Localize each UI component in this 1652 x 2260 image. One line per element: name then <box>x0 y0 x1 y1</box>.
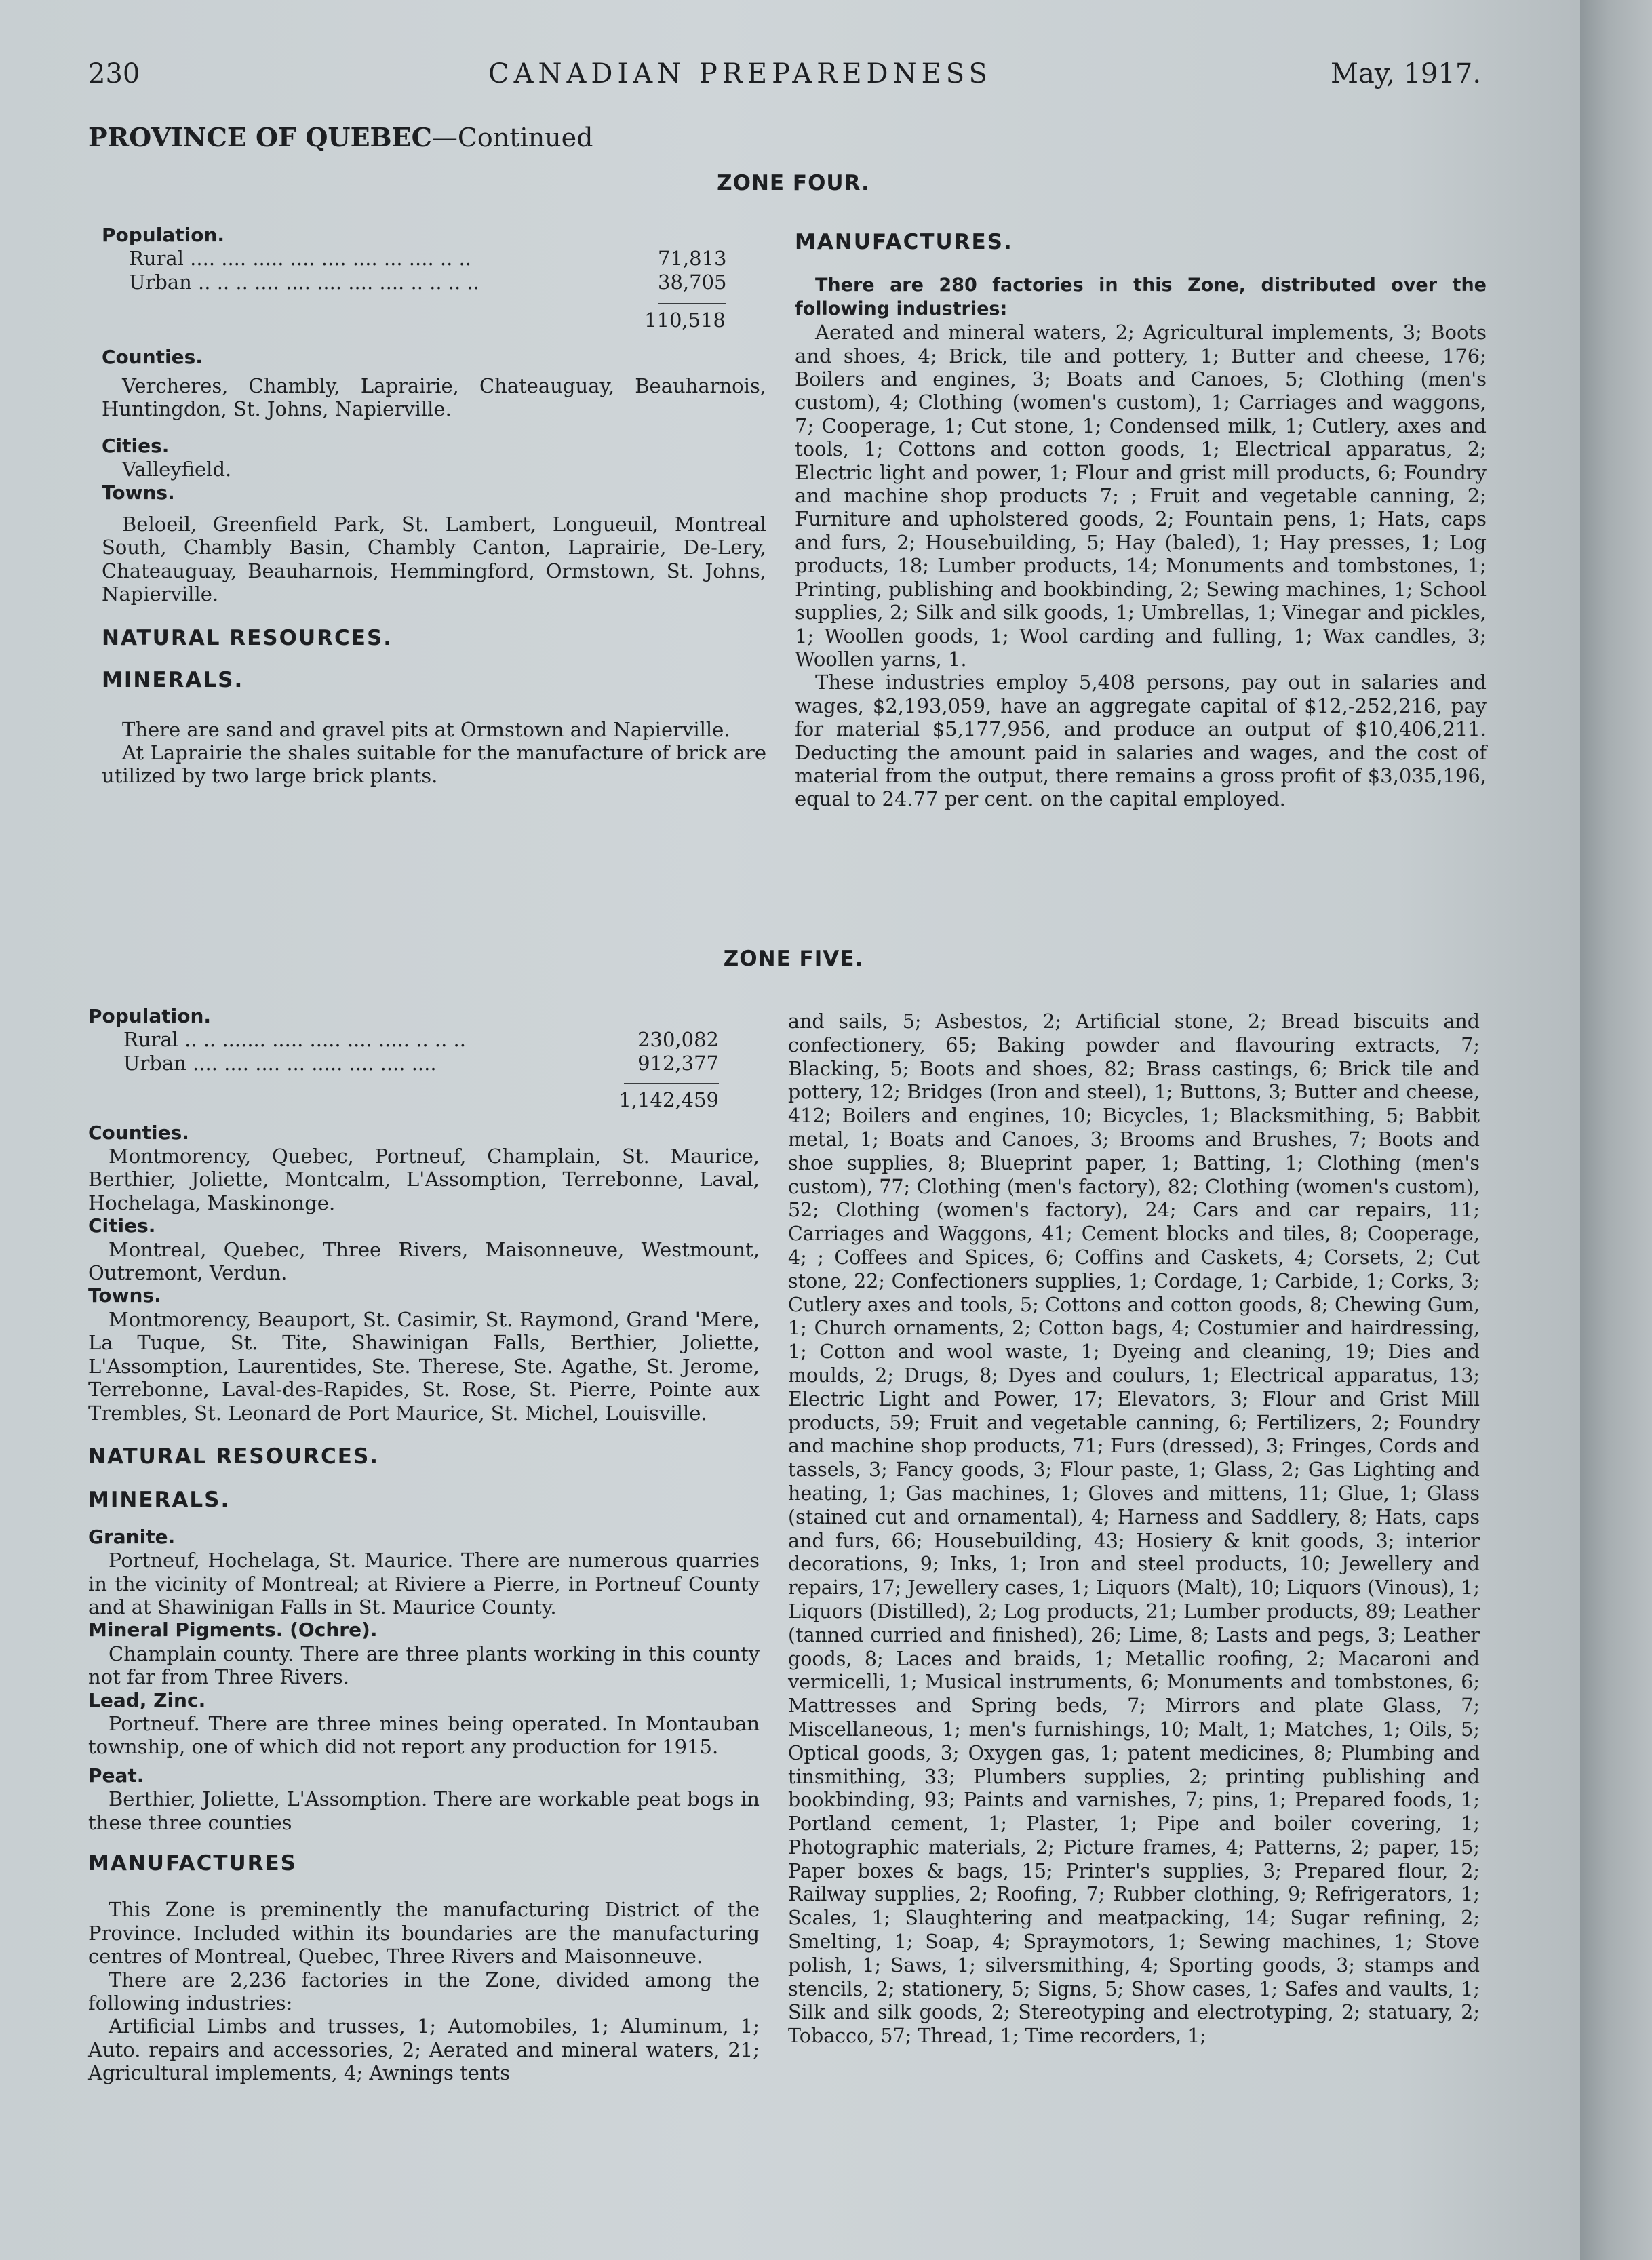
z5-granite-text: Portneuf, Hochelaga, St. Maurice. There are numerous quarries in the vicinity of Montreal; at Riviere a Pierre, in Portneuf County and at Shawinigan Falls in St. Maurice County. <box>88 1549 760 1619</box>
z5-pigments-text: Champlain county. There are three plants working in this county not far from Three Rivers. <box>88 1642 760 1689</box>
z5-manufactures-list-start: Artificial Limbs and trusses, 1; Automobiles, 1; Aluminum, 1; Auto. repairs and accessories, 2; Aerated and mineral waters, 21; Agricultural implements, 4; Awnings tents <box>88 2015 760 2085</box>
z5-urban-row <box>123 1052 719 1075</box>
z4-counties-heading: Counties. <box>102 345 203 368</box>
z4-population-total: 110,518 <box>644 309 726 332</box>
z5-leadzinc-text: Portneuf. There are three mines being operated. In Montauban township, one of which did not report any production for 1915. <box>88 1711 760 1759</box>
z5-population-heading: Population. <box>88 1005 212 1027</box>
z5-counties-heading: Counties. <box>88 1121 189 1144</box>
z4-rural-value: 71,813 <box>658 247 727 271</box>
z5-peat-heading: Peat. <box>88 1764 144 1787</box>
z4-urban-label: Urban .. .. .. .... .... .... .... .... .. .. .. .. <box>129 270 479 294</box>
zone-four-left-column <box>102 224 766 788</box>
z4-population-table <box>129 247 726 332</box>
province-heading <box>88 122 593 153</box>
z4-manufactures-heading: MANUFACTURES. <box>795 230 1013 254</box>
z5-towns-heading: Towns. <box>88 1284 161 1307</box>
zone-five-title: ZONE FIVE. <box>723 947 864 971</box>
z5-manufactures-p1: This Zone is preminently the manufacturing District of the Province. Included within its boundaries are the manufacturing centres of Montreal, Quebec, Three Rivers and Maisonneuve. <box>88 1898 760 1968</box>
zone-four-title: ZONE FOUR. <box>717 171 870 195</box>
z4-manufactures-summary: These industries employ 5,408 persons, pay out in salaries and wages, $2,193,059, have an aggregate capital of $12,-252,216, pay for material $5,177,956, and produce an output of $10,406,211. Deducting the amount paid in salaries and wages, and the cost of material from the output, there remains a gross profit of $3,035,196, equal to 24.77 per cent. on the capital employed. <box>795 671 1487 811</box>
province-continued: —Continued <box>431 123 593 153</box>
z5-manufactures-p2: There are 2,236 factories in the Zone, divided among the following industries: <box>88 1968 760 2015</box>
z4-cities-text: Valleyfield. <box>122 458 232 481</box>
z4-population-heading: Population. <box>102 224 225 246</box>
z4-rural-label: Rural .... .... ..... .... .... .... ... .... .. .. <box>129 247 471 271</box>
z5-counties-text: Montmorency, Quebec, Portneuf, Champlain, St. Maurice, Berthier, Joliette, Montcalm, L'Assomption, Terrebonne, Laval, Hochelaga, Maskinonge. <box>88 1145 760 1214</box>
z4-towns-text: Beloeil, Greenfield Park, St. Lambert, Longueuil, Montreal South, Chambly Basin, Chambly Canton, Laprairie, De-Lery, Chateauguay, Beauharnois, Hemmingford, Ormstown, St. Johns, Napierville. <box>102 513 766 606</box>
z5-manufactures-heading: MANUFACTURES <box>88 1851 298 1876</box>
z4-counties-text: Vercheres, Chambly, Laprairie, Chateauguay, Beauharnois, Huntingdon, St. Johns, Napierville. <box>102 374 766 421</box>
z5-towns-text: Montmorency, Beauport, St. Casimir, St. Raymond, Grand 'Mere, La Tuque, St. Tite, Shawinigan Falls, Berthier, Joliette, L'Assomption, Laurentides, Ste. Therese, Ste. Agathe, St. Jerome, Terrebonne, Laval-des-Rapides, St. Rose, St. Pierre, Pointe aux Trembles, St. Leonard de Port Maurice, St. Michel, Louisville. <box>88 1307 760 1425</box>
z4-cities-heading: Cities. <box>102 434 170 457</box>
z4-minerals-p2: At Laprairie the shales suitable for the manufacture of brick are utilized by two large brick plants. <box>102 740 766 788</box>
z4-manufactures-intro: There are 280 factories in this Zone, distributed over the following industries: <box>795 275 1487 319</box>
page-number: 230 <box>88 58 140 90</box>
z4-rural-row <box>129 247 726 270</box>
z5-population-table <box>123 1028 719 1111</box>
z4-natural-resources-heading: NATURAL RESOURCES. <box>102 625 393 650</box>
z5-population-total: 1,142,459 <box>618 1088 719 1112</box>
z4-minerals-p1: There are sand and gravel pits at Ormstown and Napierville. <box>122 717 730 741</box>
z5-natural-resources-heading: NATURAL RESOURCES. <box>88 1444 380 1469</box>
z5-pigments-heading: Mineral Pigments. (Ochre). <box>88 1619 378 1642</box>
running-title: CANADIAN PREPAREDNESS <box>488 58 992 90</box>
z5-rural-label: Rural .. .. ....... ..... ..... .... ..... .. .. .. <box>123 1028 466 1052</box>
z5-cities-text: Montreal, Quebec, Three Rivers, Maisonneuve, Westmount, Outremont, Verdun. <box>88 1237 760 1285</box>
zone-five-left-column <box>88 1005 760 2085</box>
z4-minerals-heading: MINERALS. <box>102 668 244 693</box>
book-gutter <box>1580 0 1652 2260</box>
z5-leadzinc-heading: Lead, Zinc. <box>88 1688 206 1711</box>
z4-total-rule <box>658 303 726 304</box>
zone-five-right-column <box>788 1010 1480 2048</box>
issue-date: May, 1917. <box>1331 58 1482 90</box>
z5-manufactures-list-cont: and sails, 5; Asbestos, 2; Artificial stone, 2; Bread biscuits and confectionery, 65; Baking powder and flavouring extracts, 7; Blacking, 5; Boots and shoes, 82; Brass castings, 6; Brick tile and pottery, 12; Bridges (Iron and steel), 1; Buttons, 3; Butter and cheese, 412; Boilers and engines, 10; Bicycles, 1; Blacksmithing, 5; Babbit metal, 1; Boats and Canoes, 3; Brooms and Brushes, 7; Boots and shoe supplies, 8; Blueprint paper, 1; Batting, 1; Clothing (men's custom), 77; Clothing (men's factory), 82; Clothing (women's custom), 52; Clothing (women's factory), 24; Cars and car repairs, 11; Carriages and Waggons, 41; Cement blocks and tiles, 8; Cooperage, 4; ; Coffees and Spices, 6; Coffins and Caskets, 4; Corsets, 2; Cut stone, 22; Confectioners supplies, 1; Cordage, 1; Carbide, 1; Corks, 3; Cutlery axes and tools, 5; Cottons and cotton goods, 8; Chewing Gum, 1; Church ornaments, 2; Cotton bags, 4; Costumier and hairdressing, 1; Cotton and wool waste, 1; Dyeing and cleaning, 19; Dies and moulds, 2; Drugs, 8; Dyes and coulurs, 1; Electrical apparatus, 13; Electric Light and Power, 17; Elevators, 3; Flour and Grist Mill products, 59; Fruit and vegetable canning, 6; Fertilizers, 2; Foundry and machine shop products, 71; Furs (dressed), 3; Fringes, Cords and tassels, 3; Fancy goods, 3; Flour paste, 1; Glass, 2; Gas Lighting and heating, 1; Gas machines, 1; Gloves and mittens, 11; Glue, 1; Glass (stained cut and ornamental), 4; Harness and Saddlery, 8; Hats, caps and furs, 66; Housebuilding, 43; Hosiery & knit goods, 3; interior decorations, 9; Inks, 1; Iron and steel products, 10; Jewellery and repairs, 17; Jewellery cases, 1; Liquors (Malt), 10; Liquors (Vinous), 1; Liquors (Distilled), 2; Log products, 21; Lumber products, 89; Leather (tanned curried and finished), 26; Lime, 8; Lasts and pegs, 3; Leather goods, 8; Laces and braids, 1; Metallic roofing, 2; Macaroni and vermicelli, 1; Musical instruments, 6; Monuments and tombstones, 6; Mattresses and Spring beds, 7; Mirrors and plate Glass, 7; Miscellaneous, 1; men's furnishings, 10; Malt, 1; Matches, 1; Oils, 5; Optical goods, 3; Oxygen gas, 1; patent medicines, 8; Plumbing and tinsmithing, 33; Plumbers supplies, 2; printing publishing and bookbinding, 93; Paints and varnishes, 7; pins, 1; Prepared foods, 1; Portland cement, 1; Plaster, 1; Pipe and boiler covering, 1; Photographic materials, 2; Picture frames, 4; Patterns, 2; paper, 15; Paper boxes & bags, 15; Printer's supplies, 3; Prepared flour, 2; Railway supplies, 2; Roofing, 7; Rubber clothing, 9; Refrigerators, 1; Scales, 1; Slaughtering and meatpacking, 14; Sugar refining, 2; Smelting, 1; Soap, 4; Spraymotors, 1; Sewing machines, 1; Stove polish, 1; Saws, 1; silversmithing, 4; Sporting goods, 3; stamps and stencils, 2; stationery, 5; Signs, 5; Show cases, 1; Safes and vaults, 1; Silk and silk goods, 2; Stereotyping and electrotyping, 2; statuary, 2; Tobacco, 57; Thread, 1; Time recorders, 1; <box>788 1010 1480 2048</box>
z5-rural-value: 230,082 <box>637 1028 719 1052</box>
province-name: PROVINCE OF QUEBEC <box>88 122 432 153</box>
z5-total-rule <box>624 1083 719 1084</box>
z4-urban-row <box>129 271 726 294</box>
z5-cities-heading: Cities. <box>88 1214 156 1237</box>
z5-rural-row <box>123 1028 719 1051</box>
z4-towns-heading: Towns. <box>102 481 175 504</box>
z5-peat-text: Berthier, Joliette, L'Assomption. There are workable peat bogs in these three counties <box>88 1787 760 1834</box>
z4-manufactures-list: Aerated and mineral waters, 2; Agricultural implements, 3; Boots and shoes, 4; Brick, tile and pottery, 1; Butter and cheese, 176; Boilers and engines, 3; Boats and Canoes, 5; Clothing (men's custom), 4; Clothing (women's custom), 1; Carriages and waggons, 7; Cooperage, 1; Cut stone, 1; Condensed milk, 1; Cutlery, axes and tools, 1; Cottons and cotton goods, 1; Electrical apparatus, 2; Electric light and power, 1; Flour and grist mill products, 6; Foundry and machine shop products 7; ; Fruit and vegetable canning, 2; Furniture and upholstered goods, 2; Fountain pens, 1; Hats, caps and furs, 2; Housebuilding, 5; Hay (baled), 1; Hay presses, 1; Log products, 18; Lumber products, 14; Monuments and tombstones, 1; Printing, publishing and bookbinding, 2; Sewing machines, 1; School supplies, 2; Silk and silk goods, 1; Umbrellas, 1; Vinegar and pickles, 1; Woollen goods, 1; Wool carding and fulling, 1; Wax candles, 3; Woollen yarns, 1. <box>795 321 1487 671</box>
z5-granite-heading: Granite. <box>88 1525 176 1548</box>
zone-four-right-column <box>795 231 1487 811</box>
z5-urban-label: Urban .... .... .... ... ..... .... .... .... <box>123 1051 437 1075</box>
z5-urban-value: 912,377 <box>637 1051 719 1075</box>
z4-urban-value: 38,705 <box>658 270 727 294</box>
z5-minerals-heading: MINERALS. <box>88 1488 231 1513</box>
